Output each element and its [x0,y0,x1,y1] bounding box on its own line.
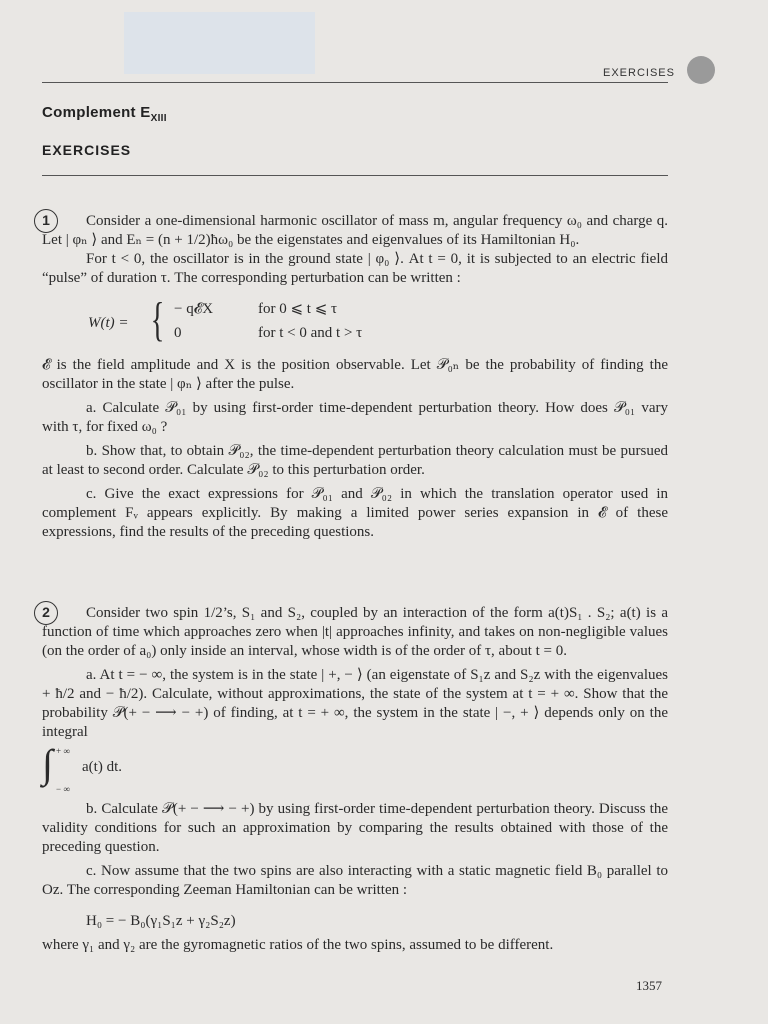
exercise-1-setup: For t < 0, the oscillator is in the ground state | φ₀ ⟩. At t = 0, it is subjected to an electric field “pulse” of duration τ. The corresponding perturbation can be written : [42,251,668,286]
exercise-1-after: 𝓔 is the field amplitude and X is the position observable. Let 𝒫₀ₙ be the probability of finding the oscillator in the state | φₙ ⟩ after the pulse. [42,357,668,392]
title-rule [42,175,668,176]
exercise-2 [42,604,668,955]
exercise-number-circle: 1 [34,209,58,233]
equation-row1-cond: for 0 ⩽ t ⩽ τ [258,301,338,317]
exercise-2-intro: Consider two spin 1/2’s, S₁ and S₂, coupled by an interaction of the form a(t)S₁ . S₂; a(t) is a function of time which approaches zero when |t| approaches infinity, and takes on non-negligible values (on the order of a₀) only inside an interval, whose width is of the order of τ, about t = 0. [42,605,668,659]
running-head: EXERCISES [603,67,675,79]
exercise-1 [42,212,668,542]
perturbation-equation [42,293,668,350]
equation-lhs: W(t) = [88,315,129,331]
exercise-1-part-b: b. Show that, to obtain 𝒫₀₂, the time-dependent perturbation theory calculation must be pursued at least to second order. Calculate 𝒫₀₂ to this perturbation order. [42,443,668,478]
zeeman-hamiltonian [42,906,668,936]
complement-title: Complement E [42,104,151,121]
integral-lower-limit: − ∞ [56,784,70,794]
blank-rectangle [124,12,315,74]
integral-sign: ∫ [42,741,53,786]
exercise-1-part-c: c. Give the exact expressions for 𝒫₀₁ and 𝒫₀₂ in which the translation operator used in complement Fᵥ appears explicitly. By making a limited power series expansion in 𝓔 of these expressions, find the results of the preceding questions. [42,486,668,540]
hamiltonian-expression: H₀ = − B₀(γ₁S₁z + γ₂S₂z) [86,913,236,929]
exercise-1-part-a: a. Calculate 𝒫₀₁ by using first-order time-dependent perturbation theory. How does 𝒫₀₁ vary with τ, for fixed ω₀ ? [42,400,668,435]
header-rule [42,82,668,83]
integral-upper-limit: + ∞ [56,746,70,756]
page-number: 1357 [636,978,662,993]
exercise-2-part-c: c. Now assume that the two spins are also interacting with a static magnetic field B₀ parallel to Oz. The corresponding Zeeman Hamiltonian can be written : [42,863,668,898]
complement-heading [42,104,167,124]
exercise-1-intro: Consider a one-dimensional harmonic oscillator of mass m, angular frequency ω₀ and charge q. Let | φₙ ⟩ and Eₙ = (n + 1/2)ħω₀ be the eigenstates and eigenvalues of its Hamiltonian H₀. [42,213,668,248]
equation-row1-expr: − q𝓔X [174,301,214,317]
equation-row2-expr: 0 [174,325,182,341]
exercise-2-part-a: a. At t = − ∞, the system is in the state | +, − ⟩ (an eigenstate of S₁z and S₂z with the eigenvalues + ħ/2 and − ħ/2). Calculate, without approximations, the state of the system at t = + ∞. Show that the probability 𝒫(+ − ⟶ − +) of finding, at t = + ∞, the system in the state | −, + ⟩ depends only on the integral [42,667,668,740]
equation-brace: { [150,293,165,346]
integral-expression [42,741,668,794]
exercise-2-closing: where γ₁ and γ₂ are the gyromagnetic ratios of the two spins, assumed to be different. [42,937,554,953]
exercise-number-circle: 2 [34,601,58,625]
complement-subscript: XIII [150,113,167,124]
exercise-2-part-b: b. Calculate 𝒫(+ − ⟶ − +) by using first-order time-dependent perturbation theory. Discuss the validity conditions for such an approximation by comparing the results obtained with those of the preceding question. [42,801,668,855]
section-title: EXERCISES [42,142,132,158]
equation-row2-cond: for t < 0 and t > τ [258,325,363,341]
thumb-tab-marker [687,56,715,84]
integrand: a(t) dt. [82,759,122,775]
